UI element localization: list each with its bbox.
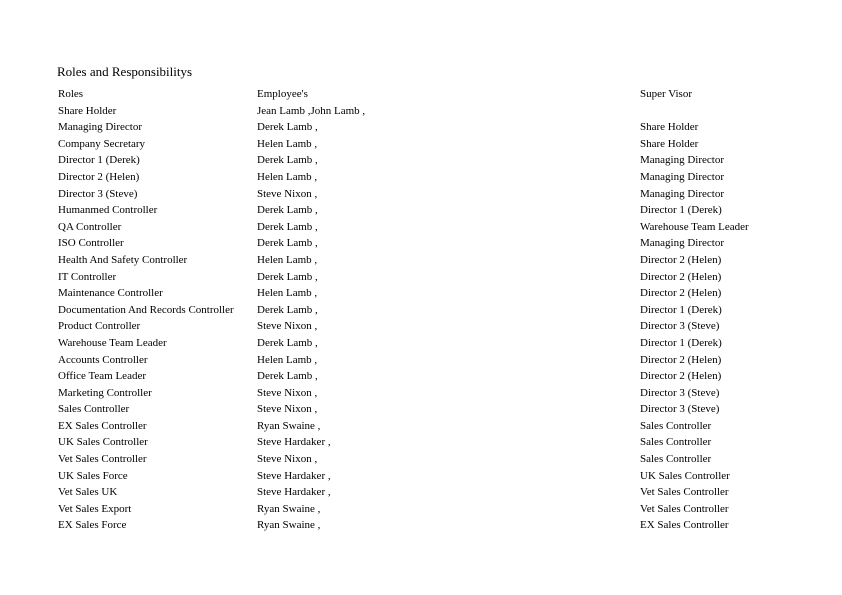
- role-cell: Director 1 (Derek): [58, 154, 140, 167]
- table-row: [58, 285, 818, 302]
- role-cell: Warehouse Team Leader: [58, 336, 167, 349]
- table-row: [58, 517, 818, 534]
- employee-cell: Derek Lamb ,: [257, 237, 318, 250]
- table-row: [58, 385, 818, 402]
- role-cell: Director 2 (Helen): [58, 170, 140, 183]
- supervisor-cell: Director 2 (Helen): [640, 253, 722, 266]
- table-row: [58, 119, 818, 136]
- role-cell: Marketing Controller: [58, 386, 152, 399]
- role-cell: UK Sales Controller: [58, 436, 148, 449]
- employee-cell: Steve Nixon ,: [257, 403, 318, 416]
- table-row: [58, 401, 818, 418]
- role-cell: Vet Sales Export: [58, 502, 132, 515]
- table-row: [58, 451, 818, 468]
- supervisor-cell: Vet Sales Controller: [640, 486, 729, 499]
- supervisor-cell: Director 3 (Steve): [640, 386, 720, 399]
- supervisor-cell: Managing Director: [640, 237, 724, 250]
- supervisor-cell: Managing Director: [640, 187, 724, 200]
- supervisor-cell: Share Holder: [640, 121, 699, 134]
- supervisor-cell: Director 1 (Derek): [640, 204, 722, 217]
- supervisor-cell: Managing Director: [640, 170, 724, 183]
- employee-cell: Helen Lamb ,: [257, 353, 318, 366]
- table-row: [58, 418, 818, 435]
- role-cell: EX Sales Force: [58, 519, 127, 532]
- table-row: [58, 269, 818, 286]
- role-cell: Vet Sales UK: [58, 486, 118, 499]
- table-row: [58, 235, 818, 252]
- role-cell: ISO Controller: [58, 237, 124, 250]
- employee-cell: Steve Nixon ,: [257, 453, 318, 466]
- supervisor-cell: Managing Director: [640, 154, 724, 167]
- role-cell: Product Controller: [58, 320, 141, 333]
- table-row: [58, 501, 818, 518]
- employee-cell: Derek Lamb ,: [257, 121, 318, 134]
- employee-cell: Derek Lamb ,: [257, 204, 318, 217]
- employee-cell: Derek Lamb ,: [257, 370, 318, 383]
- table-row: [58, 219, 818, 236]
- supervisor-cell: Sales Controller: [640, 453, 712, 466]
- table-row: [58, 136, 818, 153]
- employee-cell: Steve Nixon ,: [257, 320, 318, 333]
- roles-table: [58, 86, 818, 534]
- role-cell: Director 3 (Steve): [58, 187, 138, 200]
- supervisor-cell: Share Holder: [640, 137, 699, 150]
- employee-cell: Steve Hardaker ,: [257, 486, 331, 499]
- table-row: [58, 186, 818, 203]
- supervisor-cell: EX Sales Controller: [640, 519, 729, 532]
- role-cell: Managing Director: [58, 121, 142, 134]
- table-row: [58, 202, 818, 219]
- employee-cell: Derek Lamb ,: [257, 303, 318, 316]
- role-cell: EX Sales Controller: [58, 419, 147, 432]
- employee-cell: Ryan Swaine ,: [257, 502, 321, 515]
- employee-cell: Steve Nixon ,: [257, 386, 318, 399]
- supervisor-cell: Vet Sales Controller: [640, 502, 729, 515]
- supervisor-cell: Director 2 (Helen): [640, 370, 722, 383]
- table-row: [58, 169, 818, 186]
- table-row: [58, 468, 818, 485]
- supervisor-cell: Director 1 (Derek): [640, 336, 722, 349]
- role-cell: QA Controller: [58, 220, 122, 233]
- supervisor-cell: Director 3 (Steve): [640, 320, 720, 333]
- employee-cell: Derek Lamb ,: [257, 336, 318, 349]
- supervisor-cell: Director 2 (Helen): [640, 270, 722, 283]
- supervisor-cell: Director 2 (Helen): [640, 353, 722, 366]
- table-row: [58, 434, 818, 451]
- employee-cell: Helen Lamb ,: [257, 137, 318, 150]
- page-title: Roles and Responsibilitys: [57, 64, 193, 79]
- employee-cell: Jean Lamb ,John Lamb ,: [257, 104, 366, 117]
- table-row: [58, 335, 818, 352]
- role-cell: UK Sales Force: [58, 469, 128, 482]
- table-row: [58, 252, 818, 269]
- supervisor-cell: Warehouse Team Leader: [640, 220, 749, 233]
- employee-cell: Helen Lamb ,: [257, 253, 318, 266]
- table-body: [58, 103, 818, 534]
- employee-cell: Ryan Swaine ,: [257, 419, 321, 432]
- table-row: [58, 484, 818, 501]
- header-supervisor: Super Visor: [640, 88, 692, 100]
- employee-cell: Helen Lamb ,: [257, 170, 318, 183]
- role-cell: IT Controller: [58, 270, 117, 283]
- header-roles: Roles: [58, 88, 84, 100]
- role-cell: Vet Sales Controller: [58, 453, 147, 466]
- employee-cell: Derek Lamb ,: [257, 270, 318, 283]
- table-row: [58, 318, 818, 335]
- table-row: [58, 368, 818, 385]
- role-cell: Accounts Controller: [58, 353, 148, 366]
- table-row: [58, 152, 818, 169]
- supervisor-cell: Sales Controller: [640, 419, 712, 432]
- supervisor-cell: Director 1 (Derek): [640, 303, 722, 316]
- supervisor-cell: Director 2 (Helen): [640, 287, 722, 300]
- employee-cell: Derek Lamb ,: [257, 220, 318, 233]
- role-cell: Humanmed Controller: [58, 204, 158, 217]
- table-header-row: [58, 86, 818, 103]
- header-employees: Employee's: [257, 88, 308, 100]
- role-cell: Share Holder: [58, 104, 117, 117]
- supervisor-cell: Sales Controller: [640, 436, 712, 449]
- employee-cell: Ryan Swaine ,: [257, 519, 321, 532]
- supervisor-cell: Director 3 (Steve): [640, 403, 720, 416]
- role-cell: Health And Safety Controller: [58, 253, 188, 266]
- employee-cell: Steve Nixon ,: [257, 187, 318, 200]
- role-cell: Maintenance Controller: [58, 287, 163, 300]
- role-cell: Company Secretary: [58, 137, 146, 150]
- role-cell: Sales Controller: [58, 403, 130, 416]
- table-row: [58, 302, 818, 319]
- employee-cell: Helen Lamb ,: [257, 287, 318, 300]
- role-cell: Office Team Leader: [58, 370, 146, 383]
- table-row: [58, 352, 818, 369]
- employee-cell: Derek Lamb ,: [257, 154, 318, 167]
- role-cell: Documentation And Records Controller: [58, 303, 234, 316]
- supervisor-cell: UK Sales Controller: [640, 469, 730, 482]
- table-row: [58, 103, 818, 120]
- employee-cell: Steve Hardaker ,: [257, 469, 331, 482]
- employee-cell: Steve Hardaker ,: [257, 436, 331, 449]
